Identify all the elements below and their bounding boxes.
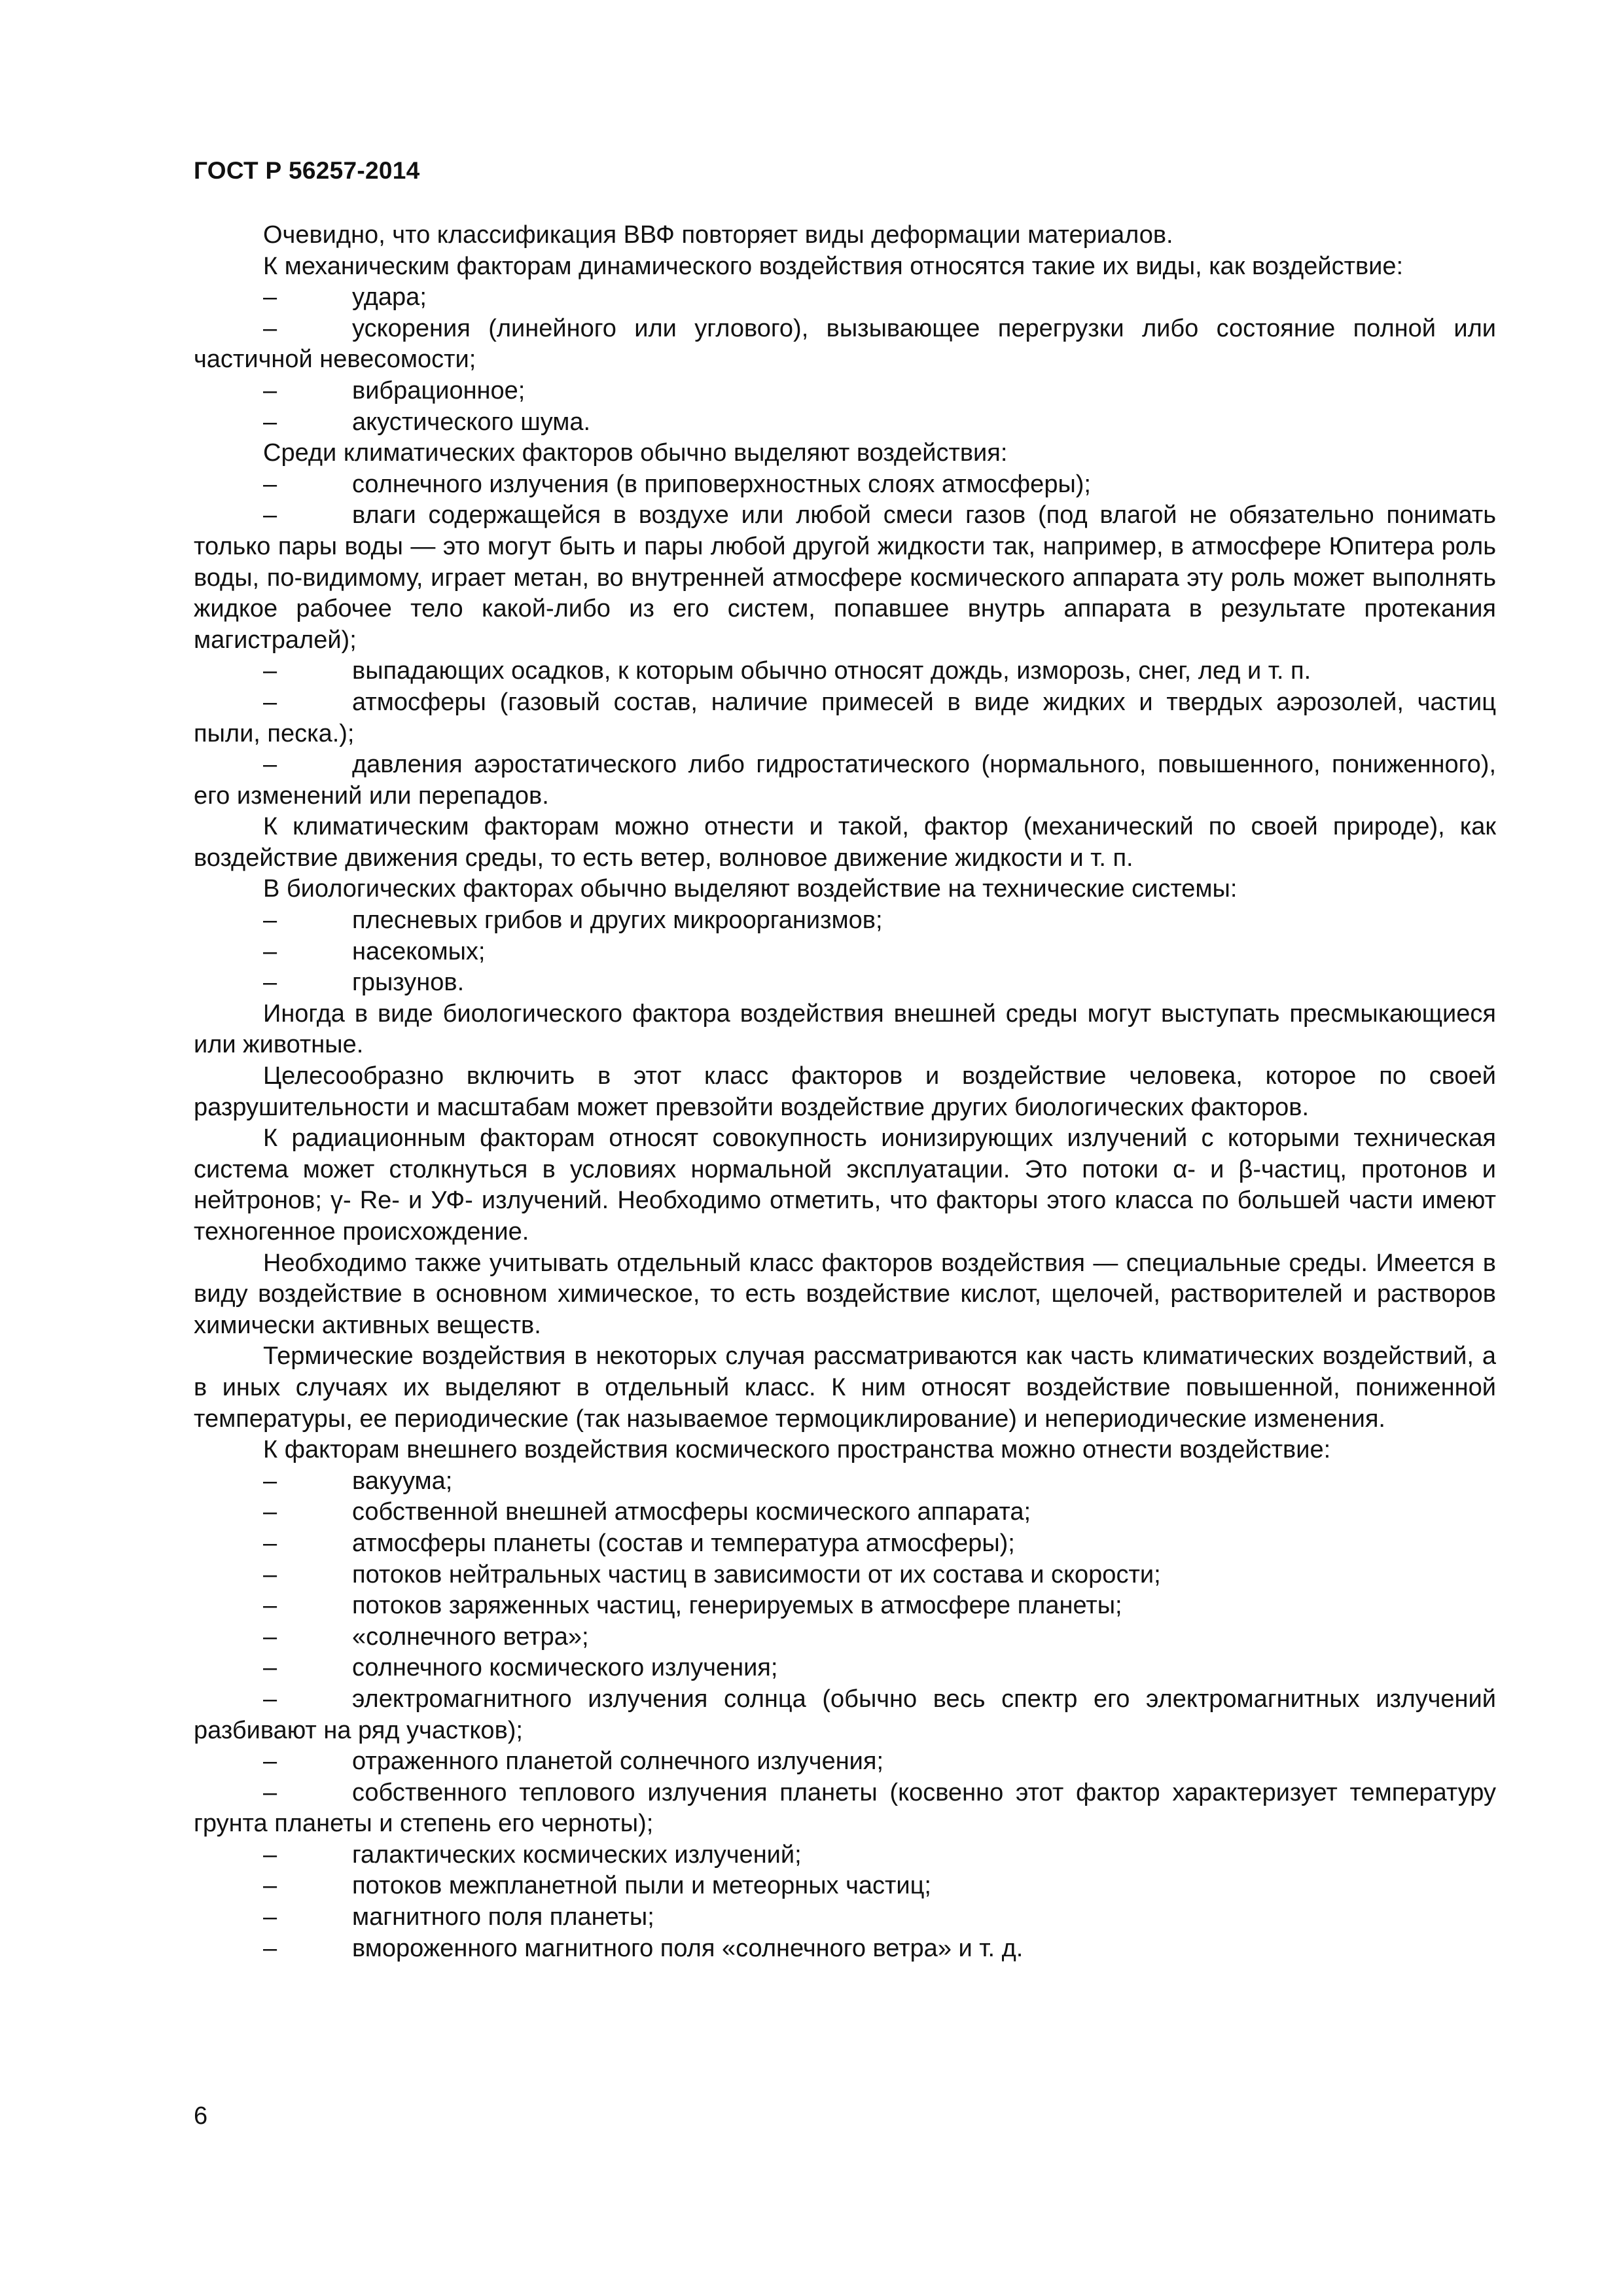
list-item [194, 1746, 1496, 1778]
paragraph: В биологических факторах обычно выделяют воздействие на технические системы: [263, 875, 1238, 903]
list-item [194, 1497, 1496, 1528]
list-dash: – [263, 376, 277, 404]
paragraph: К климатическим факторам можно отнести и такой, фактор (механический по своей природе), как воздействие движения среды, то есть ветер, волновое движение жидкости и т. п. [194, 813, 1496, 872]
list-item [194, 1933, 1496, 1965]
paragraph: Иногда в виде биологического фактора воздействия внешней среды могут выступать пресмыкающиеся или животные. [194, 999, 1496, 1059]
list-item [194, 687, 1496, 749]
list-item [194, 1684, 1496, 1746]
list-item-text: давления аэростатического либо гидростатического (нормального, повышенного, пониженного), его изменений или перепадов. [194, 751, 1496, 810]
list-dash: – [263, 1498, 277, 1526]
list-item-text: грызунов. [352, 969, 465, 997]
list-item [194, 905, 1496, 937]
list-item-text: акустического шума. [352, 408, 591, 436]
list-item [194, 376, 1496, 407]
list-item-text: солнечного излучения (в приповерхностных слоях атмосферы); [352, 470, 1091, 498]
list-item-text: солнечного космического излучения; [352, 1654, 778, 1682]
list-item-text: отраженного планетой солнечного излучения; [352, 1748, 884, 1776]
list-item [194, 656, 1496, 687]
list-item [194, 1871, 1496, 1902]
list-item [194, 1528, 1496, 1560]
list-item-text: потоков заряженных частиц, генерируемых в атмосфере планеты; [352, 1592, 1122, 1620]
list-dash: – [263, 937, 277, 965]
paragraph: Целесообразно включить в этот класс факторов и воздействие человека, которое по своей разрушительности и масштабам может превзойти воздействие других биологических факторов. [194, 1062, 1496, 1121]
page-number: 6 [194, 2102, 208, 2130]
paragraph: Очевидно, что классификация ВВФ повторяет виды деформации материалов. [263, 221, 1173, 249]
list-item [194, 1560, 1496, 1591]
list-item-text: магнитного поля планеты; [352, 1903, 654, 1931]
list-dash: – [263, 314, 277, 342]
list-dash: – [263, 408, 277, 436]
paragraph: К радиационным факторам относят совокупность ионизирующих излучений с которыми техническая система может столкнуться в условиях нормальной эксплуатации. Это потоки α- и β-частиц, протонов и нейтронов; γ- Re- и УФ- излучений. Необходимо отметить, что факторы этого класса по большей части имеют техногенное происхождение. [194, 1124, 1496, 1246]
list-item [194, 469, 1496, 501]
list-dash: – [263, 1903, 277, 1931]
list-dash: – [263, 969, 277, 997]
list-dash: – [263, 688, 277, 716]
list-item [194, 282, 1496, 314]
list-item [194, 1778, 1496, 1840]
list-item [194, 967, 1496, 999]
list-item [194, 500, 1496, 656]
list-dash: – [263, 1529, 277, 1557]
list-dash: – [263, 1467, 277, 1495]
list-item-text: вибрационное; [352, 376, 526, 404]
list-item-text: потоков нейтральных частиц в зависимости от их состава и скорости; [352, 1560, 1161, 1588]
list-item [194, 1653, 1496, 1684]
list-item-text: «солнечного ветра»; [352, 1623, 589, 1651]
list-dash: – [263, 1654, 277, 1682]
list-dash: – [263, 657, 277, 685]
list-item-text: атмосферы планеты (состав и температура атмосферы); [352, 1529, 1015, 1557]
list-dash: – [263, 1778, 277, 1806]
list-item-text: атмосферы (газовый состав, наличие примесей в виде жидких и твердых аэрозолей, частиц пыли, песка.); [194, 688, 1496, 747]
list-dash: – [263, 1748, 277, 1776]
list-item [194, 1902, 1496, 1933]
list-item-text: удара; [352, 283, 427, 312]
list-dash: – [263, 470, 277, 498]
paragraph: Термические воздействия в некоторых случая рассматриваются как часть климатических воздействий, а в иных случаях их выделяют в отдельный класс. К ним относят воздействие повышенной, пониженной температуры, ее периодические (так называемое термоциклирование) и непериодические изменения. [194, 1342, 1496, 1433]
list-dash: – [263, 1934, 277, 1962]
list-item [194, 749, 1496, 812]
list-dash: – [263, 1560, 277, 1588]
paragraph: Необходимо также учитывать отдельный класс факторов воздействия — специальные среды. Имеется в виду воздействие в основном химическое, то есть воздействие кислот, щелочей, растворителей и растворов химически активных веществ. [194, 1249, 1496, 1339]
list-dash: – [263, 1623, 277, 1651]
list-item-text: влаги содержащейся в воздухе или любой смеси газов (под влагой не обязательно понимать только пары воды — это могут быть и пары любой другой жидкости так, например, в атмосфере Юпитера роль воды, по-видимому, играет метан, во внутренней атмосфере космического аппарата эту роль может выполнять жидкое рабочее тело какой-либо из его систем, попавшее внутрь аппарата в результате протекания магистралей); [194, 501, 1496, 654]
list-item-text: плесневых грибов и других микроорганизмов; [352, 906, 883, 935]
list-dash: – [263, 1685, 277, 1713]
list-item [194, 407, 1496, 439]
list-dash: – [263, 1592, 277, 1620]
document-header: ГОСТ Р 56257-2014 [194, 157, 420, 184]
list-dash: – [263, 501, 277, 529]
list-dash: – [263, 1840, 277, 1869]
list-dash: – [263, 751, 277, 779]
list-item-text: вмороженного магнитного поля «солнечного ветра» и т. д. [352, 1934, 1024, 1962]
list-item-text: потоков межпланетной пыли и метеорных частиц; [352, 1872, 931, 1900]
paragraph: К факторам внешнего воздействия космического пространства можно отнести воздействие: [263, 1436, 1331, 1464]
list-dash: – [263, 906, 277, 935]
list-dash: – [263, 283, 277, 312]
list-item-text: галактических космических излучений; [352, 1840, 802, 1869]
list-item-text: электромагнитного излучения солнца (обычно весь спектр его электромагнитных излучений разбивают на ряд участков); [194, 1685, 1496, 1744]
list-item-text: собственной внешней атмосферы космического аппарата; [352, 1498, 1031, 1526]
list-item [194, 1840, 1496, 1871]
list-item [194, 937, 1496, 968]
list-item [194, 1466, 1496, 1498]
paragraph: Среди климатических факторов обычно выделяют воздействия: [263, 439, 1008, 467]
list-item-text: выпадающих осадков, к которым обычно относят дождь, изморозь, снег, лед и т. п. [352, 657, 1311, 685]
document-body [194, 220, 1496, 1964]
list-item-text: ускорения (линейного или углового), вызывающее перегрузки либо состояние полной или частичной невесомости; [194, 314, 1496, 374]
list-item-text: вакуума; [352, 1467, 453, 1495]
list-item [194, 1622, 1496, 1653]
list-item-text: насекомых; [352, 937, 486, 965]
list-item [194, 1590, 1496, 1622]
list-dash: – [263, 1872, 277, 1900]
list-item-text: собственного теплового излучения планеты (косвенно этот фактор характеризует температуру грунта планеты и степень его черноты); [194, 1778, 1496, 1838]
list-item [194, 314, 1496, 376]
paragraph: К механическим факторам динамического воздействия относятся такие их виды, как воздействие: [263, 252, 1404, 280]
